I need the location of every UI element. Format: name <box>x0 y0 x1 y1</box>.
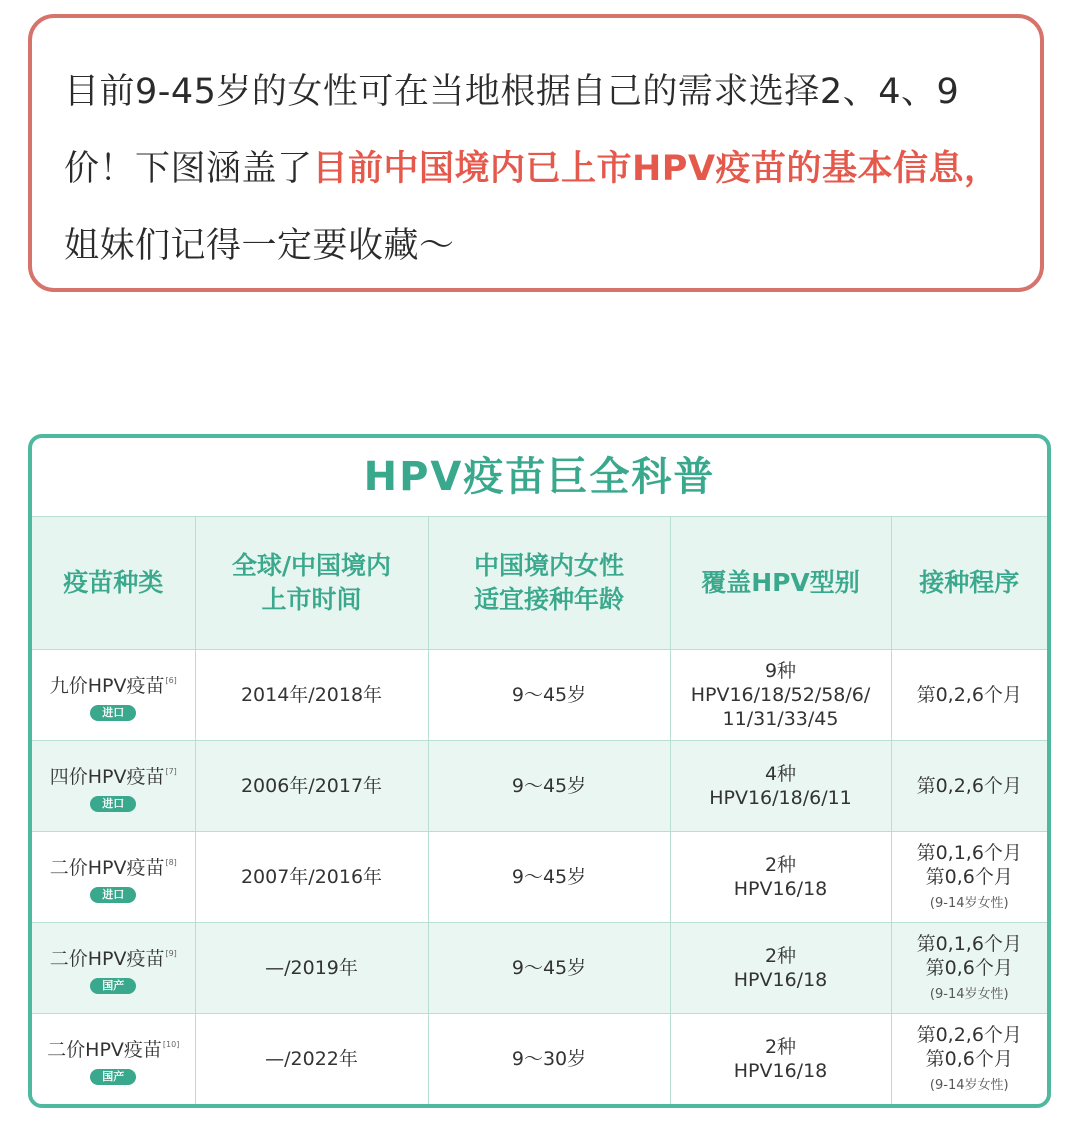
launch-time-cell: 2006年/2017年 <box>195 741 428 832</box>
table-row <box>32 1014 1047 1105</box>
hpv-types-cell: 2种 HPV16/18 <box>670 1014 891 1105</box>
header-launch-time: 全球/中国境内 上市时间 <box>195 517 428 650</box>
hpv-vaccine-card <box>28 434 1051 1108</box>
schedule-cell: 第0,2,6个月 第0,6个月 (9-14岁女性) <box>891 1014 1047 1105</box>
age-cell: 9～45岁 <box>428 650 670 741</box>
vaccine-name-cell: 二价HPV疫苗[8] 进口 <box>32 832 195 923</box>
origin-badge: 国产 <box>90 1069 136 1085</box>
intro-text: 目前9-45岁的女性可在当地根据自己的需求选择2、4、9价！下图涵盖了 <box>64 72 960 189</box>
hpv-types-cell: 4种 HPV16/18/6/11 <box>670 741 891 832</box>
launch-time-cell: 2014年/2018年 <box>195 650 428 741</box>
header-suitable-age: 中国境内女性 适宜接种年龄 <box>428 517 670 650</box>
schedule-cell: 第0,2,6个月 <box>891 741 1047 832</box>
header-schedule: 接种程序 <box>891 517 1047 650</box>
vaccine-name-cell: 四价HPV疫苗[7] 进口 <box>32 741 195 832</box>
card-title: HPV疫苗巨全科普 <box>363 454 716 500</box>
vaccine-name-cell: 九价HPV疫苗[6] 进口 <box>32 650 195 741</box>
table-header-row <box>32 517 1047 650</box>
vaccine-name-cell: 二价HPV疫苗[10] 国产 <box>32 1014 195 1105</box>
vaccine-table <box>32 516 1047 1104</box>
intro-text-end: 姐妹们记得一定要收藏～ <box>64 226 455 266</box>
origin-badge: 进口 <box>90 887 136 903</box>
header-hpv-types: 覆盖HPV型别 <box>670 517 891 650</box>
table-row <box>32 741 1047 832</box>
age-cell: 9～45岁 <box>428 741 670 832</box>
hpv-types-cell: 2种 HPV16/18 <box>670 832 891 923</box>
launch-time-cell: —/2022年 <box>195 1014 428 1105</box>
vaccine-name-cell: 二价HPV疫苗[9] 国产 <box>32 923 195 1014</box>
intro-box <box>28 14 1044 292</box>
schedule-cell: 第0,1,6个月 第0,6个月 (9-14岁女性) <box>891 923 1047 1014</box>
table-row <box>32 923 1047 1014</box>
intro-highlight: 目前中国境内已上市HPV疫苗的基本信息， <box>312 149 1000 189</box>
header-vaccine-type: 疫苗种类 <box>32 517 195 650</box>
origin-badge: 进口 <box>90 796 136 812</box>
age-cell: 9～45岁 <box>428 832 670 923</box>
origin-badge: 国产 <box>90 978 136 994</box>
schedule-cell: 第0,1,6个月 第0,6个月 (9-14岁女性) <box>891 832 1047 923</box>
origin-badge: 进口 <box>90 705 136 721</box>
schedule-cell: 第0,2,6个月 <box>891 650 1047 741</box>
age-cell: 9～30岁 <box>428 1014 670 1105</box>
launch-time-cell: 2007年/2016年 <box>195 832 428 923</box>
table-row <box>32 650 1047 741</box>
hpv-types-cell: 9种 HPV16/18/52/58/6/ 11/31/33/45 <box>670 650 891 741</box>
launch-time-cell: —/2019年 <box>195 923 428 1014</box>
hpv-types-cell: 2种 HPV16/18 <box>670 923 891 1014</box>
age-cell: 9～45岁 <box>428 923 670 1014</box>
table-row <box>32 832 1047 923</box>
